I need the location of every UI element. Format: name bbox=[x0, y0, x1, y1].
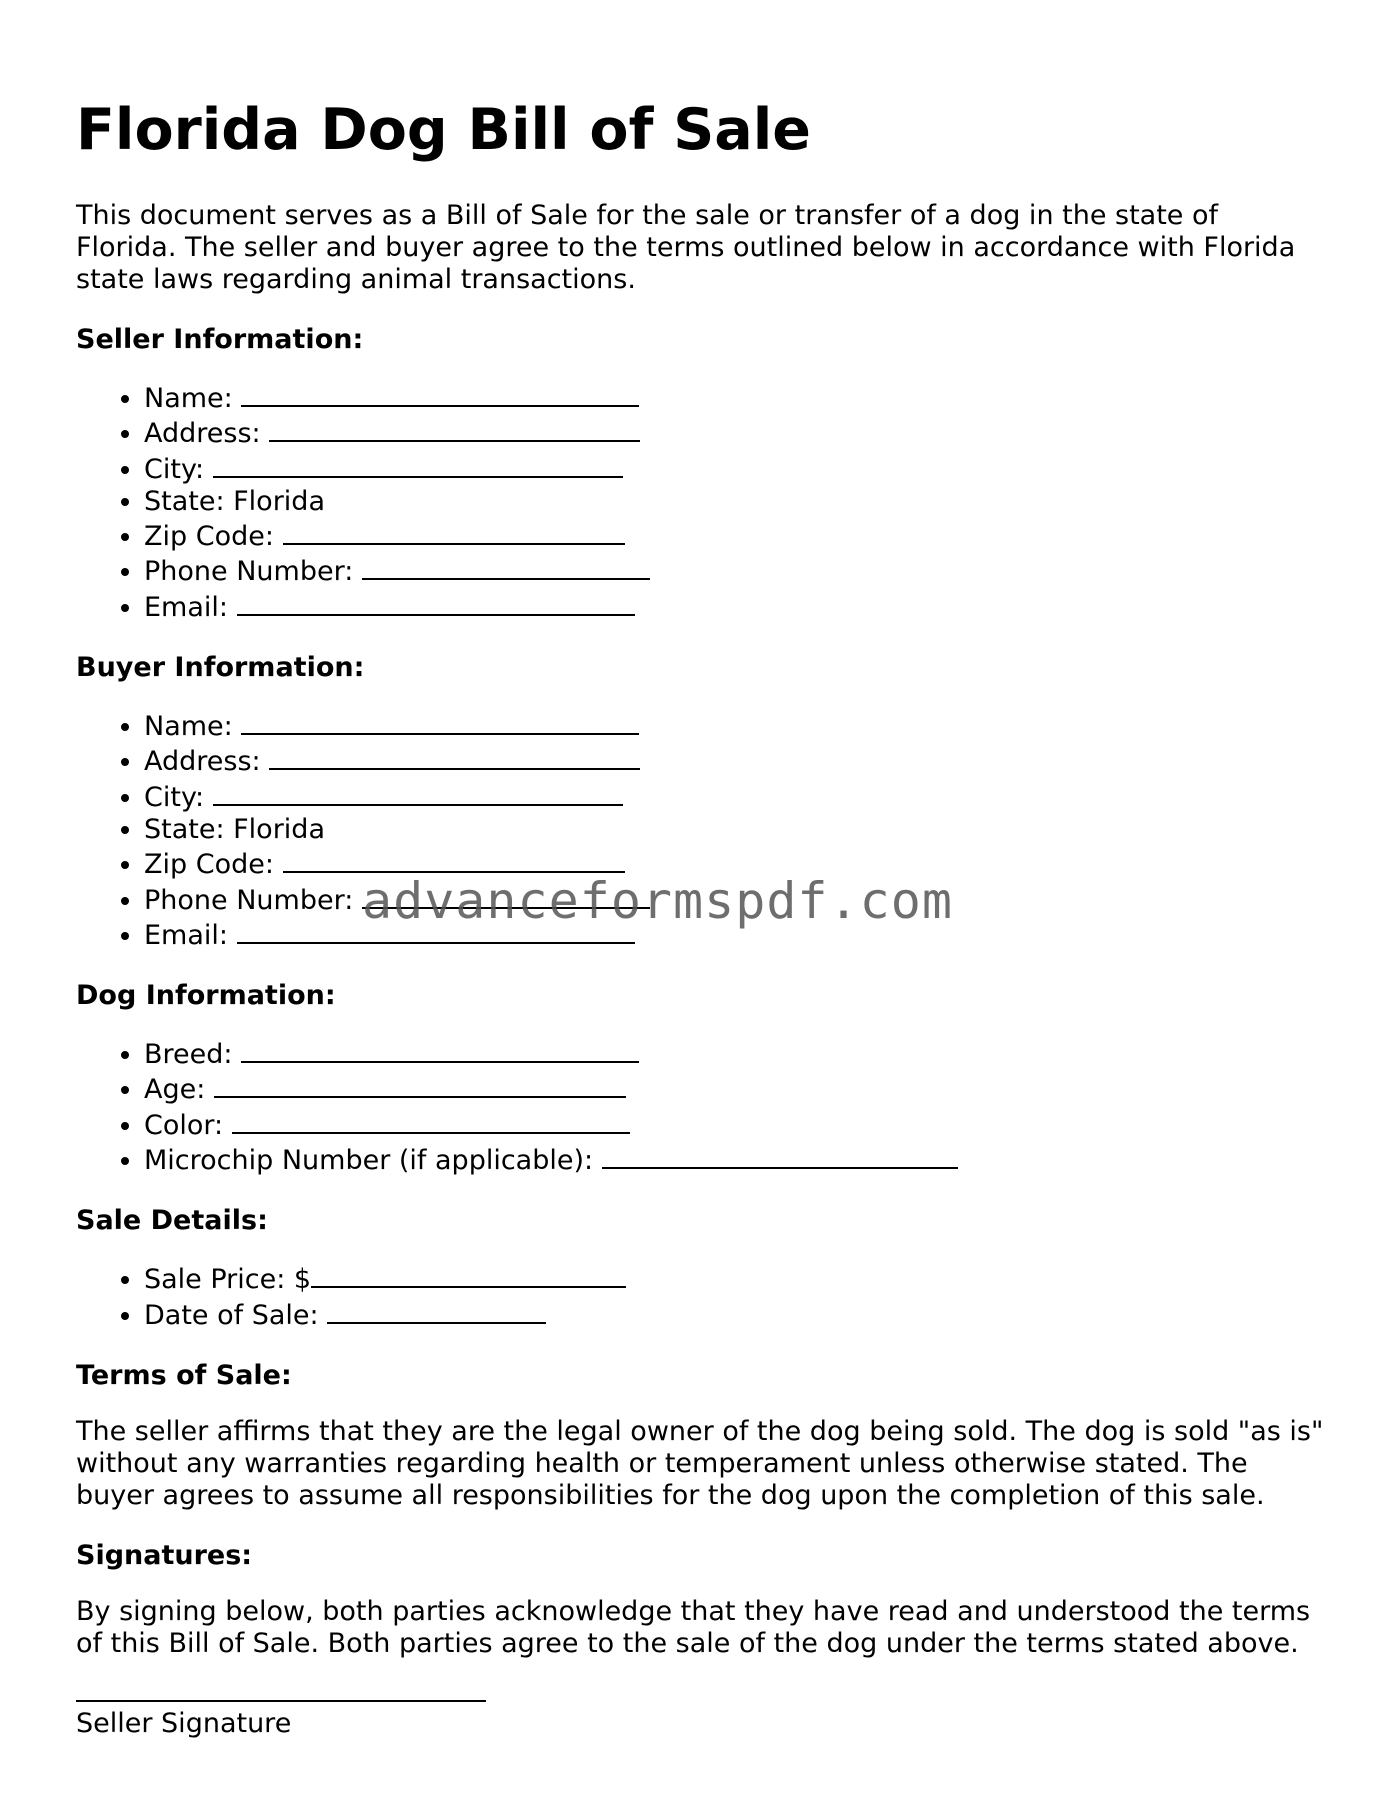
seller-name-field[interactable]: • Name: bbox=[144, 380, 1326, 415]
buyer-zip-field[interactable]: • Zip Code: bbox=[144, 846, 1326, 881]
dog-heading: Dog Information: bbox=[76, 980, 336, 1012]
seller-signature-label: Seller Signature bbox=[76, 1707, 292, 1739]
seller-zip-field[interactable]: • Zip Code: bbox=[144, 518, 1326, 553]
buyer-email-field[interactable]: • Email: bbox=[144, 917, 1326, 952]
buyer-name-field[interactable]: • Name: bbox=[144, 708, 1326, 743]
dog-breed-field[interactable]: • Breed: bbox=[144, 1036, 1326, 1071]
seller-fields bbox=[76, 380, 1326, 624]
document-body bbox=[76, 200, 1326, 1740]
sale-date-field[interactable]: • Date of Sale: bbox=[144, 1297, 1326, 1332]
buyer-city-field[interactable]: • City: bbox=[144, 779, 1326, 814]
seller-city-field[interactable]: • City: bbox=[144, 451, 1326, 486]
signatures-paragraph: By signing below, both parties acknowledge that they have read and understood the terms of this Bill of Sale. Both parties agree to the sale of the dog under the terms stated above. bbox=[76, 1595, 1311, 1659]
dog-color-field[interactable]: • Color: bbox=[144, 1107, 1326, 1142]
buyer-phone-field[interactable]: • Phone Number: bbox=[144, 882, 1326, 917]
buyer-state-field: • State: Florida bbox=[144, 814, 1326, 846]
document-title: Florida Dog Bill of Sale bbox=[76, 97, 811, 163]
seller-email-field[interactable]: • Email: bbox=[144, 589, 1326, 624]
buyer-address-field[interactable]: • Address: bbox=[144, 743, 1326, 778]
terms-paragraph: The seller affirms that they are the legal owner of the dog being sold. The dog is sold "as is" without any warranties regarding health or temperament unless otherwise stated. The buyer agrees to assume all responsibilities for the dog upon the completion of this sale. bbox=[76, 1415, 1324, 1511]
terms-heading: Terms of Sale: bbox=[76, 1359, 292, 1391]
signatures-heading: Signatures: bbox=[76, 1539, 253, 1571]
dog-microchip-field[interactable]: • Microchip Number (if applicable): bbox=[144, 1142, 1326, 1177]
watermark: advanceformspdf.com bbox=[362, 872, 953, 930]
sale-heading: Sale Details: bbox=[76, 1205, 268, 1237]
intro-paragraph: This document serves as a Bill of Sale for the sale or transfer of a dog in the state of Florida. The seller and buyer agree to the terms outlined below in accordance with Florida state laws regarding animal transactions. bbox=[76, 200, 1296, 295]
sale-fields bbox=[76, 1261, 1326, 1332]
dog-fields bbox=[76, 1036, 1326, 1177]
seller-signature-line[interactable] bbox=[76, 1698, 486, 1702]
sale-price-field[interactable]: • Sale Price: $ bbox=[144, 1261, 1326, 1296]
seller-phone-field[interactable]: • Phone Number: bbox=[144, 553, 1326, 588]
seller-address-field[interactable]: • Address: bbox=[144, 415, 1326, 450]
buyer-heading: Buyer Information: bbox=[76, 652, 365, 684]
seller-state-field: • State: Florida bbox=[144, 486, 1326, 518]
dog-age-field[interactable]: • Age: bbox=[144, 1071, 1326, 1106]
seller-heading: Seller Information: bbox=[76, 324, 364, 355]
